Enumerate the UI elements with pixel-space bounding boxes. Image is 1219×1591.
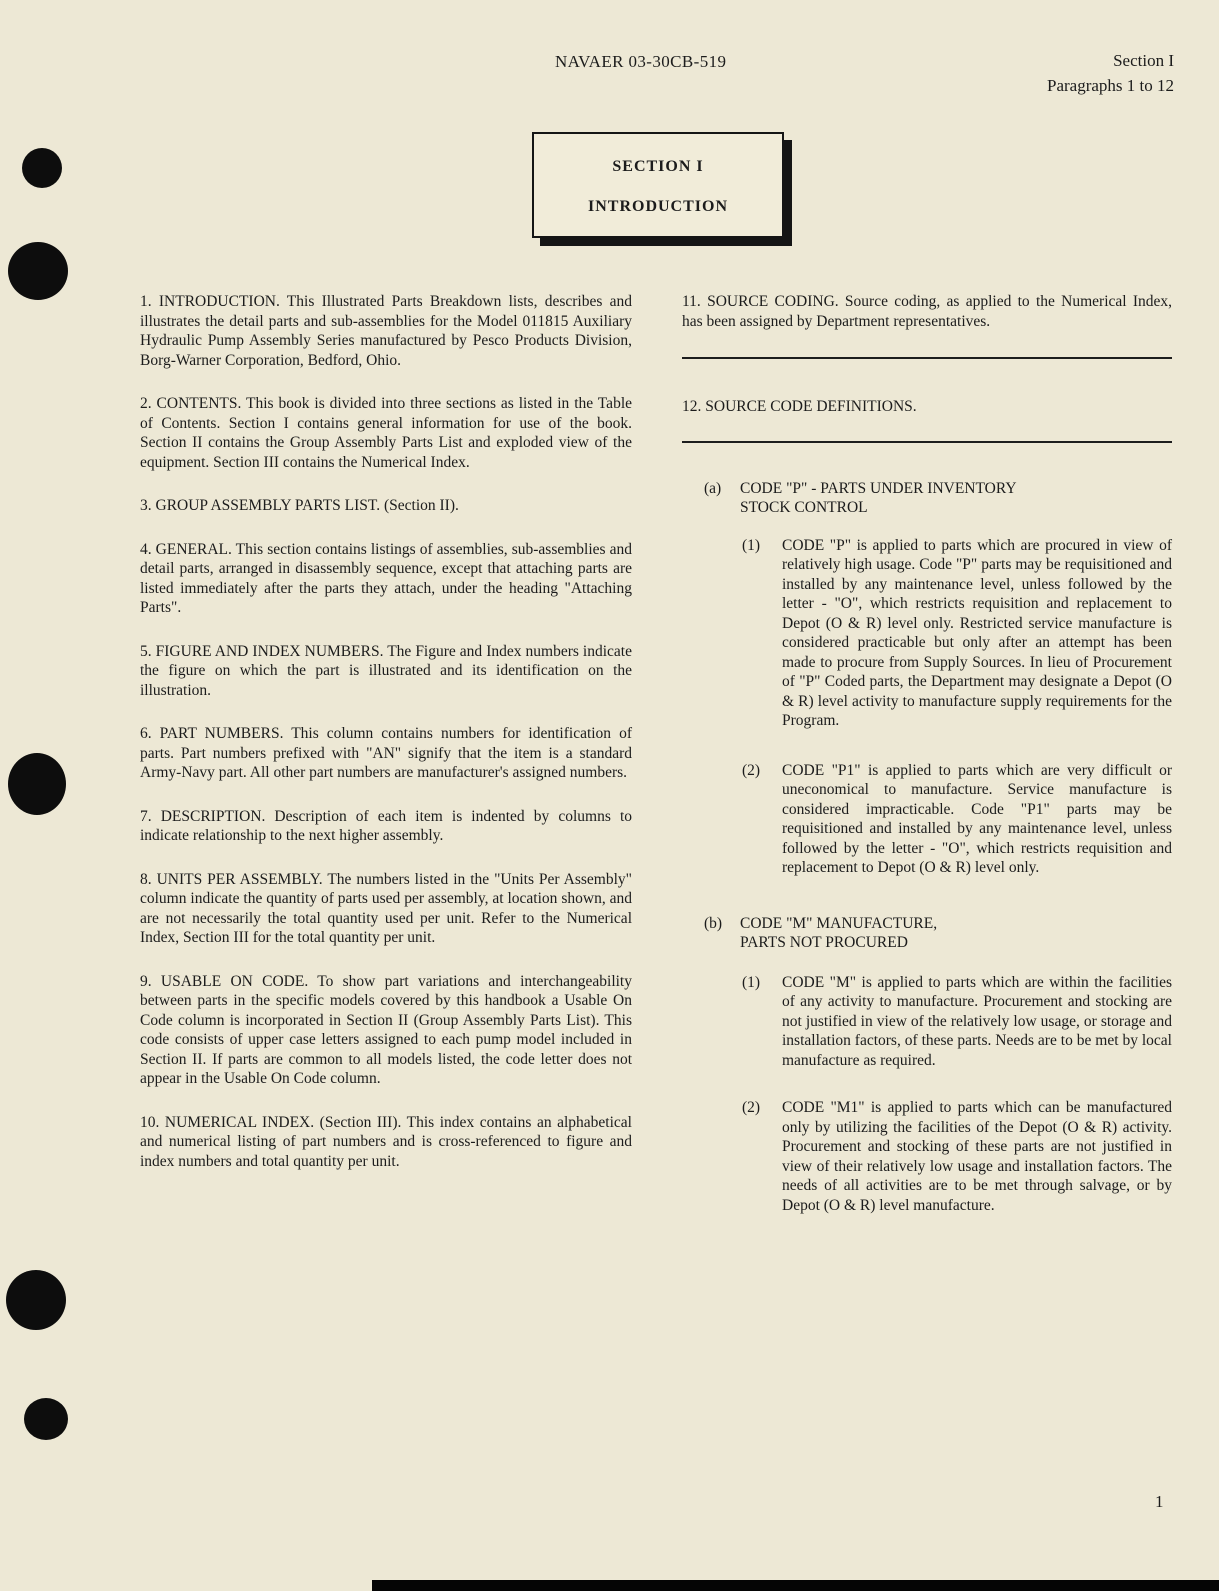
paragraph-range: Paragraphs 1 to 12 xyxy=(1046,76,1174,95)
paragraph-12-heading: 12. SOURCE CODE DEFINITIONS. xyxy=(682,398,917,415)
code-p-heading-line2: STOCK CONTROL xyxy=(740,499,868,516)
item-label-2: (2) xyxy=(742,761,761,779)
paragraph-6: 6. PART NUMBERS. This column contains numbers for identification of parts. Part numbers prefixed with "AN" signify that the item is a standard Army-Navy part. All other part numbers are manufacturer's assigned numbers. xyxy=(140,725,632,781)
section-subtitle: INTRODUCTION xyxy=(587,198,728,215)
header-right xyxy=(1047,48,1174,98)
item-label-1: (1) xyxy=(742,536,761,554)
section-title: SECTION I xyxy=(612,158,704,175)
code-p-heading xyxy=(704,479,1172,518)
paragraph-10: 10. NUMERICAL INDEX. (Section III). This index contains an alphabetical and numerical listing of part numbers and is cross-referenced to figure and index numbers and total quantity per unit. xyxy=(140,1113,632,1170)
section-title-box xyxy=(532,132,784,238)
code-m-heading-line1: CODE "M" MANUFACTURE, xyxy=(740,914,938,932)
scan-edge-artifact xyxy=(372,1580,1219,1591)
paragraph-7: 7. DESCRIPTION. Description of each item is indented by columns to indicate relationship to the next higher assembly. xyxy=(140,807,632,844)
horizontal-divider xyxy=(682,441,1172,443)
left-column xyxy=(140,292,632,1195)
paragraph-9: 9. USABLE ON CODE. To show part variations and interchangeability between parts in the specific models covered by this handbook a Usable On Code column is incorporated in Section II (Group Assembly Parts List). This code consists of upper case letters assigned to each pump model included in Section II. If parts are common to all models listed, the code letter does not appear in the Usable On Code column. xyxy=(140,972,632,1087)
punch-hole-mark xyxy=(6,1270,66,1330)
code-p-item-1-text: CODE "P" is applied to parts which are procured in view of relatively high usage. Code "P" parts may be requisitioned and installed by any maintenance level, unless followed by the letter - "O", which restricts requisition and replacement to Depot (O & R) level only. Restricted service manufacture is considered practicable but only after an attempt has been made to procure from Supply Sources. In lieu of Procurement of "P" Coded parts, the Department may designate a Depot (O & R) level activity to manufacture supply requirements for the Program. xyxy=(782,536,1172,729)
code-p-heading-line1: CODE "P" - PARTS UNDER INVENTORY xyxy=(740,479,1017,497)
punch-hole-mark xyxy=(8,753,66,815)
paragraph-11: 11. SOURCE CODING. Source coding, as applied to the Numerical Index, has been assigned by Department representatives. xyxy=(682,293,1172,330)
code-m-heading xyxy=(704,914,1172,953)
code-m-item-2 xyxy=(742,1098,1172,1215)
code-p-item-2-text: CODE "P1" is applied to parts which are very difficult or uneconomical to manufacture. Service manufacture is considered impracticable. Code "P1" parts may be requisitioned and installed by any maintenance level, unless followed by the letter - "O", which restricts requisition and replacement to Depot (O & R) level only. xyxy=(782,761,1172,876)
paragraph-3: 3. GROUP ASSEMBLY PARTS LIST. (Section II). xyxy=(140,497,459,514)
punch-hole-mark xyxy=(24,1398,68,1440)
page-number: 1 xyxy=(1155,1492,1164,1511)
punch-hole-mark xyxy=(8,242,68,300)
code-p-item-2 xyxy=(742,761,1172,878)
code-p-item-1 xyxy=(742,536,1172,731)
code-m-item-1-text: CODE "M" is applied to parts which are within the facilities of any activity to manufacture. Procurement and stocking are not justified in view of the relatively low usage, or storage and installation factors, of these parts. Needs are to be met by local manufacture as required. xyxy=(782,973,1172,1069)
item-label-b: (b) xyxy=(704,914,723,932)
paragraph-5: 5. FIGURE AND INDEX NUMBERS. The Figure and Index numbers indicate the figure on which the part is illustrated and its identification on the illustration. xyxy=(140,642,632,699)
paragraph-8: 8. UNITS PER ASSEMBLY. The numbers listed in the "Units Per Assembly" column indicate the quantity of parts used per assembly, at location shown, and are not necessarily the total quantity used per unit. Refer to the Numerical Index, Section III for the total quantity per unit. xyxy=(140,870,632,946)
code-m-heading-line2: PARTS NOT PROCURED xyxy=(740,934,908,951)
item-label-1: (1) xyxy=(742,973,761,991)
right-column xyxy=(682,292,1172,1215)
doc-number: NAVAER 03-30CB-519 xyxy=(555,52,727,71)
section-label: Section I xyxy=(1113,51,1174,70)
code-m-item-1 xyxy=(742,973,1172,1071)
punch-hole-mark xyxy=(22,148,62,188)
paragraph-2: 2. CONTENTS. This book is divided into three sections as listed in the Table of Contents. Section I contains general information for use of the book. Section II contains the Group Assembly Parts List and exploded view of the equipment. Section III contains the Numerical Index. xyxy=(140,395,632,471)
item-label-a: (a) xyxy=(704,479,722,497)
paragraph-1: 1. INTRODUCTION. This Illustrated Parts Breakdown lists, describes and illustrates the detail parts and sub-assemblies for the Model 011815 Auxiliary Hydraulic Pump Assembly Series manufactured by Pesco Products Division, Borg-Warner Corporation, Bedford, Ohio. xyxy=(140,293,632,369)
horizontal-divider xyxy=(682,357,1172,359)
item-label-2: (2) xyxy=(742,1099,761,1116)
code-m-item-2-text: CODE "M1" is applied to parts which can be manufactured only by utilizing the facilities of the Depot (O & R) activity. Procurement and stocking of these parts are not justified in view of their relatively low usage and installation factors. The needs of all activities are to be met through salvage, or by Depot (O & R) level manufacture. xyxy=(782,1099,1172,1214)
paragraph-4: 4. GENERAL. This section contains listings of assemblies, sub-assemblies and detail parts, arranged in disassembly sequence, except that attaching parts are listed immediately after the parts they attach, under the heading "Attaching Parts". xyxy=(140,540,632,616)
